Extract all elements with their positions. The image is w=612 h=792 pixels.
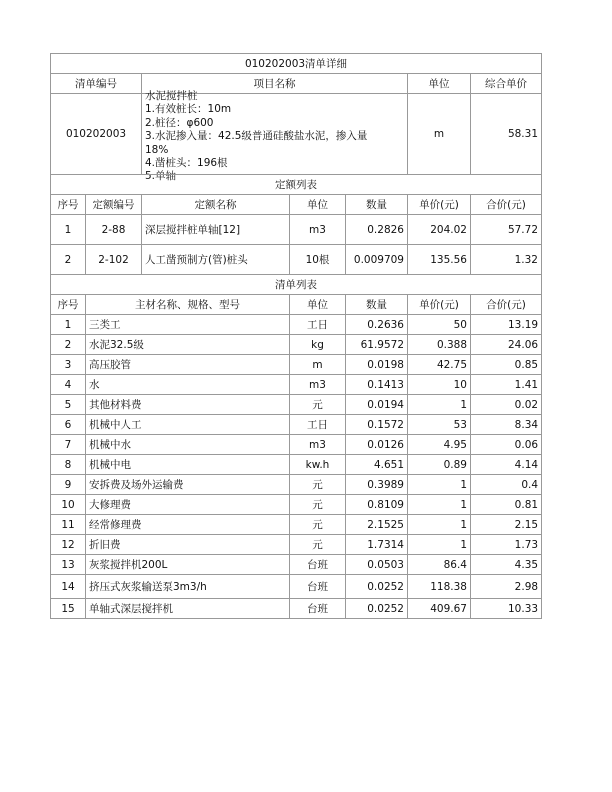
- table-row: [51, 215, 542, 245]
- row-qty: 2.1525: [346, 515, 408, 535]
- row-no: 11: [51, 515, 86, 535]
- row-total: 24.06: [471, 335, 542, 355]
- row-price: 118.38: [408, 575, 471, 599]
- price-header: 综合单价: [471, 74, 542, 94]
- materials-section-title: 清单列表: [51, 275, 542, 295]
- row-qty: 4.651: [346, 455, 408, 475]
- row-unit: 元: [290, 535, 346, 555]
- row-price: 409.67: [408, 599, 471, 619]
- row-price: 1: [408, 495, 471, 515]
- row-unit: m3: [290, 435, 346, 455]
- row-name: 机械中人工: [86, 415, 290, 435]
- col-header: 定额编号: [86, 195, 142, 215]
- item-summary-table: [50, 53, 542, 183]
- table-row: [51, 535, 542, 555]
- col-header: 序号: [51, 195, 86, 215]
- row-code: 2-88: [86, 215, 142, 245]
- row-no: 4: [51, 375, 86, 395]
- row-unit: 元: [290, 495, 346, 515]
- row-unit: 工日: [290, 415, 346, 435]
- row-price: 10: [408, 375, 471, 395]
- row-qty: 0.8109: [346, 495, 408, 515]
- table-row: [51, 245, 542, 275]
- row-name: 深层搅拌桩单轴[12]: [142, 215, 290, 245]
- row-price: 135.56: [408, 245, 471, 275]
- table-row: [51, 599, 542, 619]
- table-row: [51, 515, 542, 535]
- row-no: 2: [51, 335, 86, 355]
- col-header: 合价(元): [471, 195, 542, 215]
- row-price: 204.02: [408, 215, 471, 245]
- row-name: 灰浆搅拌机200L: [86, 555, 290, 575]
- item-price: 58.31: [471, 94, 542, 175]
- table-row: [51, 495, 542, 515]
- quota-table: [50, 174, 542, 275]
- table-row: [51, 415, 542, 435]
- table-row: [51, 315, 542, 335]
- row-unit: 台班: [290, 555, 346, 575]
- row-unit: 元: [290, 475, 346, 495]
- row-price: 1: [408, 535, 471, 555]
- row-no: 6: [51, 415, 86, 435]
- col-header: 定额名称: [142, 195, 290, 215]
- row-no: 14: [51, 575, 86, 599]
- row-no: 15: [51, 599, 86, 619]
- row-no: 10: [51, 495, 86, 515]
- table-row: [51, 435, 542, 455]
- row-total: 0.4: [471, 475, 542, 495]
- col-header: 数量: [346, 195, 408, 215]
- table-row: [51, 355, 542, 375]
- desc-line: 4.凿桩头：196根: [145, 157, 228, 170]
- col-header: 数量: [346, 295, 408, 315]
- row-qty: 0.0503: [346, 555, 408, 575]
- row-no: 2: [51, 245, 86, 275]
- item-unit: m: [408, 94, 471, 175]
- desc-line: 3.水泥掺入量：42.5级普通硅酸盐水泥，掺入量: [145, 130, 368, 143]
- row-qty: 0.3989: [346, 475, 408, 495]
- row-qty: 1.7314: [346, 535, 408, 555]
- row-total: 1.41: [471, 375, 542, 395]
- col-header: 合价(元): [471, 295, 542, 315]
- desc-line: 水泥搅拌桩: [145, 90, 198, 102]
- row-name: 高压胶管: [86, 355, 290, 375]
- row-name: 折旧费: [86, 535, 290, 555]
- col-header: 序号: [51, 295, 86, 315]
- row-unit: m3: [290, 375, 346, 395]
- row-total: 2.98: [471, 575, 542, 599]
- col-header: 单位: [290, 295, 346, 315]
- row-qty: 0.0198: [346, 355, 408, 375]
- row-total: 10.33: [471, 599, 542, 619]
- row-price: 1: [408, 515, 471, 535]
- row-name: 其他材料费: [86, 395, 290, 415]
- row-name: 水: [86, 375, 290, 395]
- row-unit: kw.h: [290, 455, 346, 475]
- row-qty: 0.009709: [346, 245, 408, 275]
- row-name: 挤压式灰浆输送泵3m3/h: [86, 575, 290, 599]
- row-name: 经常修理费: [86, 515, 290, 535]
- row-no: 1: [51, 315, 86, 335]
- row-qty: 0.0252: [346, 599, 408, 619]
- row-no: 7: [51, 435, 86, 455]
- table-row: [51, 575, 542, 599]
- row-name: 大修理费: [86, 495, 290, 515]
- row-price: 1: [408, 395, 471, 415]
- desc-line: 1.有效桩长：10m: [145, 103, 232, 116]
- name-header: 项目名称: [142, 74, 408, 94]
- row-price: 42.75: [408, 355, 471, 375]
- row-qty: 0.1572: [346, 415, 408, 435]
- row-price: 50: [408, 315, 471, 335]
- row-qty: 0.2826: [346, 215, 408, 245]
- page-title: 010202003清单详细: [51, 54, 542, 74]
- table-row: [51, 395, 542, 415]
- row-name: 人工凿预制方(管)桩头: [142, 245, 290, 275]
- row-unit: 元: [290, 515, 346, 535]
- row-price: 4.95: [408, 435, 471, 455]
- row-price: 0.388: [408, 335, 471, 355]
- row-total: 0.85: [471, 355, 542, 375]
- row-total: 1.73: [471, 535, 542, 555]
- item-description: [142, 90, 408, 183]
- row-name: 三类工: [86, 315, 290, 335]
- row-total: 1.32: [471, 245, 542, 275]
- row-unit: m: [290, 355, 346, 375]
- row-code: 2-102: [86, 245, 142, 275]
- row-unit: m3: [290, 215, 346, 245]
- row-name: 机械中电: [86, 455, 290, 475]
- desc-line: 5.单轴: [145, 170, 177, 183]
- table-row: [51, 335, 542, 355]
- row-total: 57.72: [471, 215, 542, 245]
- table-row: [51, 375, 542, 395]
- code-header: 清单编号: [51, 74, 142, 94]
- row-qty: 0.0194: [346, 395, 408, 415]
- desc-line: 18%: [145, 143, 169, 156]
- col-header: 单位: [290, 195, 346, 215]
- row-no: 5: [51, 395, 86, 415]
- row-price: 53: [408, 415, 471, 435]
- quota-section-title: 定额列表: [51, 175, 542, 195]
- col-header: 主材名称、规格、型号: [86, 295, 290, 315]
- row-price: 0.89: [408, 455, 471, 475]
- table-row: [51, 455, 542, 475]
- table-row: [51, 555, 542, 575]
- row-qty: 61.9572: [346, 335, 408, 355]
- row-qty: 0.0126: [346, 435, 408, 455]
- row-no: 3: [51, 355, 86, 375]
- col-header: 单价(元): [408, 195, 471, 215]
- desc-line: 2.桩径：φ600: [145, 116, 214, 129]
- row-unit: 10根: [290, 245, 346, 275]
- row-total: 0.02: [471, 395, 542, 415]
- row-no: 9: [51, 475, 86, 495]
- row-total: 2.15: [471, 515, 542, 535]
- row-name: 机械中水: [86, 435, 290, 455]
- table-row: [51, 475, 542, 495]
- row-total: 4.14: [471, 455, 542, 475]
- row-no: 1: [51, 215, 86, 245]
- row-total: 8.34: [471, 415, 542, 435]
- row-total: 0.81: [471, 495, 542, 515]
- row-no: 8: [51, 455, 86, 475]
- row-unit: kg: [290, 335, 346, 355]
- item-code: 010202003: [51, 94, 142, 175]
- row-name: 安拆费及场外运输费: [86, 475, 290, 495]
- row-price: 86.4: [408, 555, 471, 575]
- materials-table: [50, 274, 542, 619]
- row-unit: 台班: [290, 599, 346, 619]
- row-qty: 0.2636: [346, 315, 408, 335]
- row-no: 12: [51, 535, 86, 555]
- unit-header: 单位: [408, 74, 471, 94]
- row-name: 水泥32.5级: [86, 335, 290, 355]
- row-name: 单轴式深层搅拌机: [86, 599, 290, 619]
- row-total: 0.06: [471, 435, 542, 455]
- row-qty: 0.1413: [346, 375, 408, 395]
- row-unit: 元: [290, 395, 346, 415]
- row-no: 13: [51, 555, 86, 575]
- row-qty: 0.0252: [346, 575, 408, 599]
- row-unit: 工日: [290, 315, 346, 335]
- row-unit: 台班: [290, 575, 346, 599]
- row-price: 1: [408, 475, 471, 495]
- row-total: 4.35: [471, 555, 542, 575]
- col-header: 单价(元): [408, 295, 471, 315]
- row-total: 13.19: [471, 315, 542, 335]
